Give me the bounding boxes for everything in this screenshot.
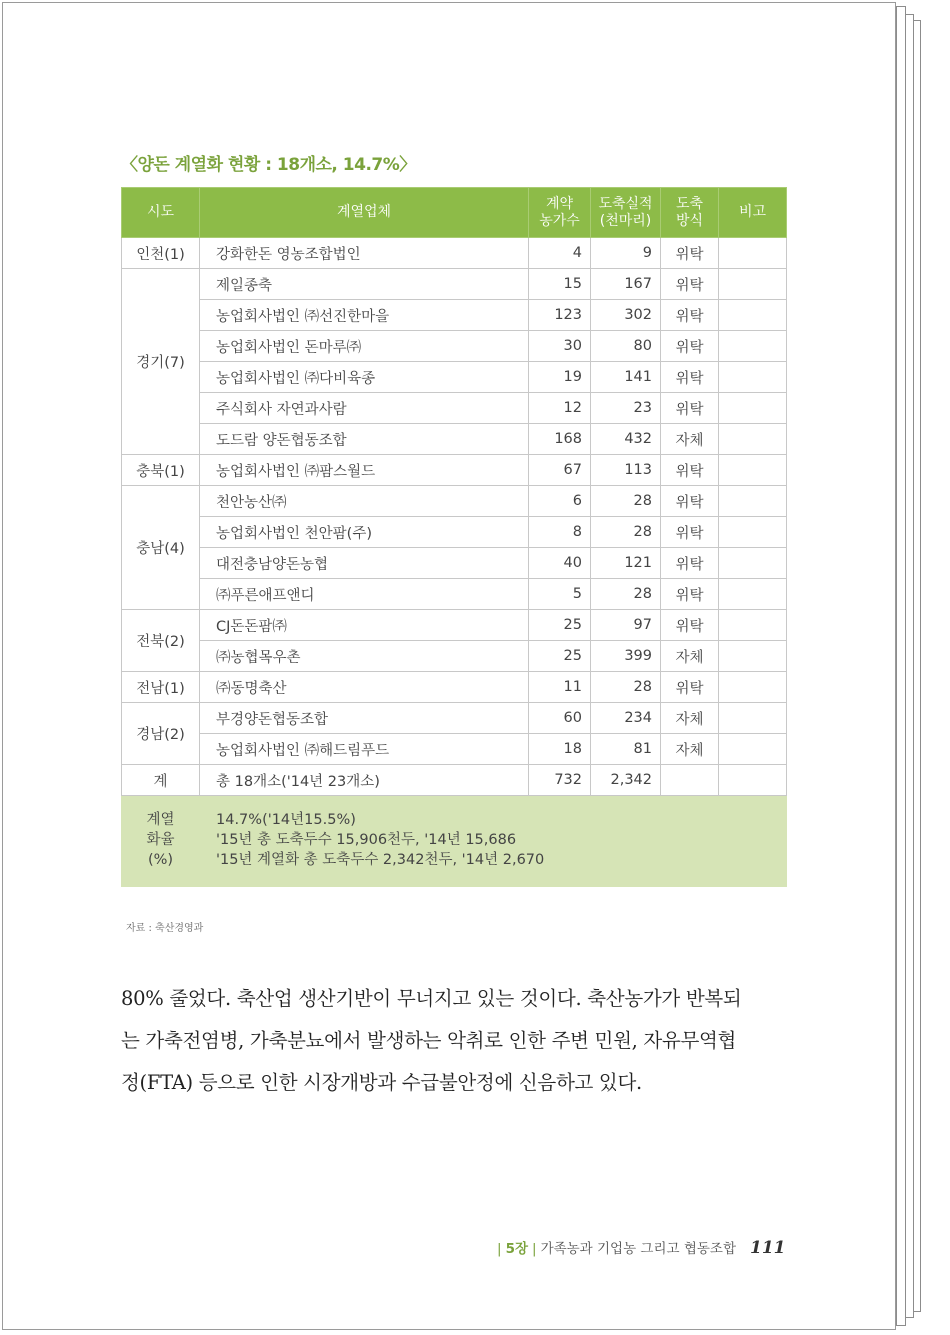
farms-cell: 60 bbox=[529, 703, 591, 734]
method-cell: 위탁 bbox=[661, 610, 719, 641]
table-row bbox=[122, 517, 787, 548]
region-cell: 전북(2) bbox=[122, 610, 200, 672]
table-header-row bbox=[122, 188, 787, 238]
note-cell bbox=[719, 517, 787, 548]
book-page bbox=[2, 2, 896, 1330]
footer-chapter: 5장 bbox=[505, 1241, 528, 1257]
table-row bbox=[122, 672, 787, 703]
performance-cell: 121 bbox=[591, 548, 661, 579]
method-cell: 위탁 bbox=[661, 393, 719, 424]
note-cell bbox=[719, 424, 787, 455]
performance-cell: 9 bbox=[591, 238, 661, 269]
header-farms-text: 계약 농가수 bbox=[539, 195, 580, 229]
region-cell: 인천(1) bbox=[122, 238, 200, 269]
summary-line: 14.7%('14년15.5%) bbox=[216, 812, 356, 828]
note-cell bbox=[719, 641, 787, 672]
company-cell: 농업회사법인 돈마루㈜ bbox=[200, 331, 529, 362]
performance-cell: 432 bbox=[591, 424, 661, 455]
table-row bbox=[122, 579, 787, 610]
table-row bbox=[122, 331, 787, 362]
farms-cell: 123 bbox=[529, 300, 591, 331]
note-cell bbox=[719, 734, 787, 765]
company-cell: 천안농산㈜ bbox=[200, 486, 529, 517]
farms-cell: 4 bbox=[529, 238, 591, 269]
method-cell: 자체 bbox=[661, 424, 719, 455]
total-performance: 2,342 bbox=[591, 765, 661, 796]
farms-cell: 67 bbox=[529, 455, 591, 486]
company-cell: 농업회사법인 ㈜선진한마을 bbox=[200, 300, 529, 331]
performance-cell: 167 bbox=[591, 269, 661, 300]
total-method bbox=[661, 765, 719, 796]
page-edge bbox=[913, 20, 921, 1312]
farms-cell: 25 bbox=[529, 610, 591, 641]
table-row bbox=[122, 238, 787, 269]
summary-row bbox=[122, 796, 787, 887]
note-cell bbox=[719, 548, 787, 579]
pig-integration-table bbox=[121, 187, 787, 887]
body-line: 는 가축전염병, 가축분뇨에서 발생하는 악취로 인한 주변 민원, 자유무역협 bbox=[121, 1029, 737, 1052]
table-row bbox=[122, 455, 787, 486]
region-cell: 경기(7) bbox=[122, 269, 200, 455]
performance-cell: 234 bbox=[591, 703, 661, 734]
farms-cell: 6 bbox=[529, 486, 591, 517]
table-row bbox=[122, 734, 787, 765]
performance-cell: 113 bbox=[591, 455, 661, 486]
note-cell bbox=[719, 393, 787, 424]
note-cell bbox=[719, 238, 787, 269]
performance-cell: 80 bbox=[591, 331, 661, 362]
header-company: 계열업체 bbox=[200, 188, 529, 238]
table-row bbox=[122, 424, 787, 455]
farms-cell: 8 bbox=[529, 517, 591, 548]
footer-divider: | bbox=[532, 1241, 537, 1257]
header-method bbox=[661, 188, 719, 238]
region-cell: 충북(1) bbox=[122, 455, 200, 486]
company-cell: ㈜농협목우촌 bbox=[200, 641, 529, 672]
body-line: 80% 줄었다. 축산업 생산기반이 무너지고 있는 것이다. 축산농가가 반복되 bbox=[121, 987, 742, 1010]
company-cell: 강화한돈 영농조합법인 bbox=[200, 238, 529, 269]
total-note bbox=[719, 765, 787, 796]
footer-title: 가족농과 기업농 그리고 협동조합 bbox=[540, 1241, 737, 1257]
method-cell: 위탁 bbox=[661, 486, 719, 517]
table-row bbox=[122, 641, 787, 672]
table-row bbox=[122, 393, 787, 424]
company-cell: 농업회사법인 ㈜팜스월드 bbox=[200, 455, 529, 486]
company-cell: 농업회사법인 천안팜(주) bbox=[200, 517, 529, 548]
method-cell: 위탁 bbox=[661, 672, 719, 703]
page-edge bbox=[905, 14, 914, 1318]
performance-cell: 81 bbox=[591, 734, 661, 765]
table-row bbox=[122, 703, 787, 734]
table-row bbox=[122, 610, 787, 641]
farms-cell: 12 bbox=[529, 393, 591, 424]
method-cell: 위탁 bbox=[661, 269, 719, 300]
page-footer bbox=[493, 1237, 786, 1258]
method-cell: 자체 bbox=[661, 703, 719, 734]
header-method-text: 도축 방식 bbox=[675, 195, 704, 229]
performance-cell: 28 bbox=[591, 672, 661, 703]
note-cell bbox=[719, 610, 787, 641]
total-farms: 732 bbox=[529, 765, 591, 796]
method-cell: 위탁 bbox=[661, 548, 719, 579]
body-paragraph bbox=[121, 978, 786, 1104]
company-cell: 도드람 양돈협동조합 bbox=[200, 424, 529, 455]
summary-label bbox=[122, 796, 200, 887]
region-cell: 경남(2) bbox=[122, 703, 200, 765]
method-cell: 위탁 bbox=[661, 579, 719, 610]
table-row bbox=[122, 486, 787, 517]
farms-cell: 25 bbox=[529, 641, 591, 672]
performance-cell: 97 bbox=[591, 610, 661, 641]
summary-label-text: 계열 화율 (%) bbox=[146, 812, 175, 868]
header-performance bbox=[591, 188, 661, 238]
performance-cell: 141 bbox=[591, 362, 661, 393]
method-cell: 위탁 bbox=[661, 362, 719, 393]
farms-cell: 19 bbox=[529, 362, 591, 393]
company-cell: 제일종축 bbox=[200, 269, 529, 300]
company-cell: 부경양돈협동조합 bbox=[200, 703, 529, 734]
table-row bbox=[122, 269, 787, 300]
performance-cell: 23 bbox=[591, 393, 661, 424]
farms-cell: 18 bbox=[529, 734, 591, 765]
farms-cell: 5 bbox=[529, 579, 591, 610]
farms-cell: 11 bbox=[529, 672, 591, 703]
method-cell: 위탁 bbox=[661, 331, 719, 362]
region-cell: 전남(1) bbox=[122, 672, 200, 703]
note-cell bbox=[719, 486, 787, 517]
method-cell: 위탁 bbox=[661, 455, 719, 486]
source-note: 자료 : 축산경영과 bbox=[126, 923, 204, 934]
note-cell bbox=[719, 579, 787, 610]
method-cell: 위탁 bbox=[661, 238, 719, 269]
summary-line: '15년 총 도축두수 15,906천두, '14년 15,686 bbox=[216, 832, 517, 848]
total-label: 계 bbox=[122, 765, 200, 796]
company-cell: 대전충남양돈농협 bbox=[200, 548, 529, 579]
note-cell bbox=[719, 269, 787, 300]
note-cell bbox=[719, 300, 787, 331]
note-cell bbox=[719, 455, 787, 486]
header-farms bbox=[529, 188, 591, 238]
table-body bbox=[122, 238, 787, 765]
note-cell bbox=[719, 362, 787, 393]
page-number: 111 bbox=[750, 1238, 786, 1258]
farms-cell: 40 bbox=[529, 548, 591, 579]
company-cell: 주식회사 자연과사람 bbox=[200, 393, 529, 424]
note-cell bbox=[719, 672, 787, 703]
header-performance-text: 도축실적 (천마리) bbox=[598, 195, 653, 229]
performance-cell: 28 bbox=[591, 517, 661, 548]
summary-line: '15년 계열화 총 도축두수 2,342천두, '14년 2,670 bbox=[216, 852, 545, 868]
page-edge bbox=[896, 6, 906, 1326]
performance-cell: 28 bbox=[591, 486, 661, 517]
region-cell: 충남(4) bbox=[122, 486, 200, 610]
performance-cell: 302 bbox=[591, 300, 661, 331]
method-cell: 위탁 bbox=[661, 517, 719, 548]
table-row bbox=[122, 300, 787, 331]
method-cell: 자체 bbox=[661, 734, 719, 765]
company-cell: ㈜푸른애프앤디 bbox=[200, 579, 529, 610]
method-cell: 자체 bbox=[661, 641, 719, 672]
header-sido: 시도 bbox=[122, 188, 200, 238]
table-title: 〈양돈 계열화 현황 : 18개소, 14.7%〉 bbox=[121, 155, 416, 175]
note-cell bbox=[719, 331, 787, 362]
performance-cell: 28 bbox=[591, 579, 661, 610]
footer-divider: | bbox=[497, 1241, 502, 1257]
company-cell: 농업회사법인 ㈜다비육종 bbox=[200, 362, 529, 393]
company-cell: CJ돈돈팜㈜ bbox=[200, 610, 529, 641]
summary-text bbox=[200, 796, 787, 887]
company-cell: ㈜동명축산 bbox=[200, 672, 529, 703]
table-row bbox=[122, 548, 787, 579]
performance-cell: 399 bbox=[591, 641, 661, 672]
farms-cell: 30 bbox=[529, 331, 591, 362]
total-company: 총 18개소('14년 23개소) bbox=[200, 765, 529, 796]
total-row bbox=[122, 765, 787, 796]
method-cell: 위탁 bbox=[661, 300, 719, 331]
farms-cell: 168 bbox=[529, 424, 591, 455]
company-cell: 농업회사법인 ㈜해드림푸드 bbox=[200, 734, 529, 765]
note-cell bbox=[719, 703, 787, 734]
body-line: 정(FTA) 등으로 인한 시장개방과 수급불안정에 신음하고 있다. bbox=[121, 1071, 642, 1094]
farms-cell: 15 bbox=[529, 269, 591, 300]
header-note: 비고 bbox=[719, 188, 787, 238]
table-row bbox=[122, 362, 787, 393]
